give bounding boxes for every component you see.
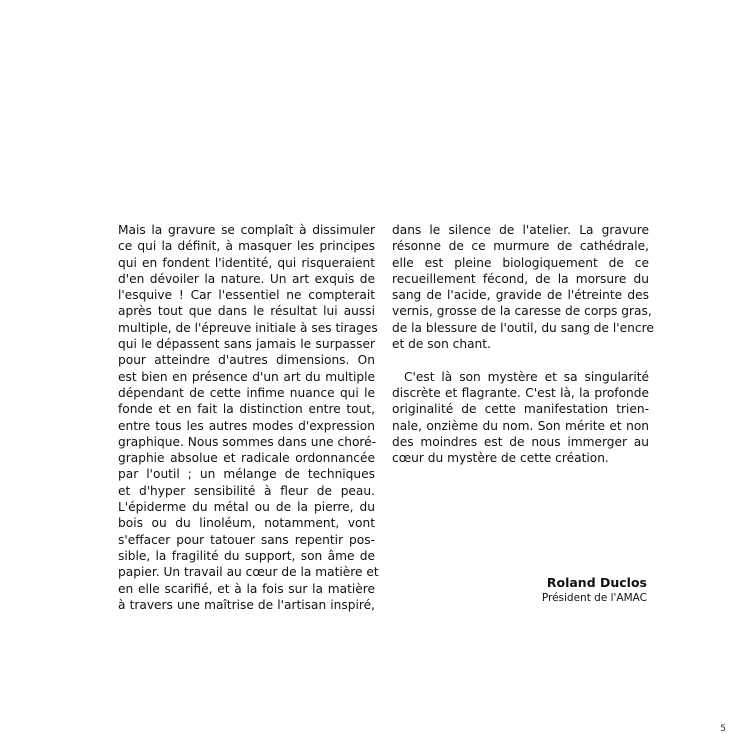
text-line: recueillement fécond, de la morsure du	[392, 271, 649, 286]
paragraph	[392, 222, 654, 352]
paragraph	[118, 222, 379, 613]
text-line: graphique. Nous sommes dans une choré-	[118, 434, 377, 449]
text-line: et de son chant.	[392, 337, 491, 352]
text-line: par l'outil ; un mélange de techniques	[118, 467, 375, 482]
text-line: pour atteindre d'autres dimensions. On	[118, 353, 375, 368]
text-line: qui en fondent l'identité, qui risqueraient	[118, 255, 375, 270]
text-line: elle est pleine biologiquement de ce	[392, 255, 649, 270]
author-role: Président de l'AMAC	[541, 592, 647, 604]
text-line: L'épiderme du métal ou de la pierre, du	[118, 500, 375, 515]
signature-block	[542, 575, 647, 605]
text-line: cœur du mystère de cette création.	[392, 451, 609, 466]
text-line: vernis, grosse de la caresse de corps gras,	[392, 304, 652, 319]
text-line: dépendant de cette infime nuance qui le	[118, 385, 375, 400]
text-line: dans le silence de l'atelier. La gravure	[392, 223, 649, 237]
text-line: ce qui la définit, à masquer les principes	[118, 239, 375, 254]
text-line: originalité de cette manifestation trien-	[392, 402, 649, 417]
text-line: multiple, de l'épreuve initiale à ses tirages	[118, 320, 378, 335]
text-line: résonne de ce murmure de cathédrale,	[392, 239, 649, 254]
text-line: bois ou du linoléum, notamment, vont	[118, 516, 375, 531]
text-line: à travers une maîtrise de l'artisan inspiré,	[118, 597, 375, 612]
text-line: entre tous les autres modes d'expression	[118, 418, 375, 433]
text-line: en elle scarifié, et à la fois sur la matière	[118, 581, 375, 596]
text-line: et d'hyper sensibilité à fleur de peau.	[118, 483, 375, 498]
text-line: s'effacer pour tatouer sans repentir pos-	[118, 532, 375, 547]
text-line: l'esquive ! Car l'essentiel ne compterait	[118, 288, 375, 303]
text-line: Mais la gravure se complaît à dissimuler	[118, 223, 375, 237]
text-line: des moindres est de nous immerger au	[392, 434, 649, 449]
text-line: sang de l'acide, gravide de l'étreinte des	[392, 288, 649, 303]
text-line: graphie absolue et radicale ordonnancée	[118, 451, 375, 466]
text-line: après tout que dans le résultat lui aussi	[118, 304, 375, 319]
text-line: nale, onzième du nom. Son mérite et non	[392, 418, 649, 433]
text-line: C'est là son mystère et sa singularité	[404, 369, 649, 384]
text-line: discrète et flagrante. C'est là, la profonde	[392, 385, 649, 400]
text-line: papier. Un travail au cœur de la matière et	[118, 565, 379, 580]
text-line: est bien en présence d'un art du multiple	[118, 369, 375, 384]
page-number: 5	[720, 724, 726, 734]
text-column-left	[118, 222, 379, 613]
text-line: fonde et en fait la distinction entre tout,	[118, 402, 375, 417]
text-line: qui le dépassent sans jamais le surpasser	[118, 337, 375, 352]
text-column-right	[392, 222, 654, 466]
paragraph-spacer	[392, 352, 649, 368]
text-line: sible, la fragilité du support, son âme de	[118, 548, 375, 563]
text-line: de la blessure de l'outil, du sang de l'encre	[392, 320, 654, 335]
author-name: Roland Duclos	[546, 575, 647, 590]
paragraph	[392, 369, 649, 467]
text-line: d'en dévoiler la nature. Un art exquis de	[118, 271, 375, 286]
